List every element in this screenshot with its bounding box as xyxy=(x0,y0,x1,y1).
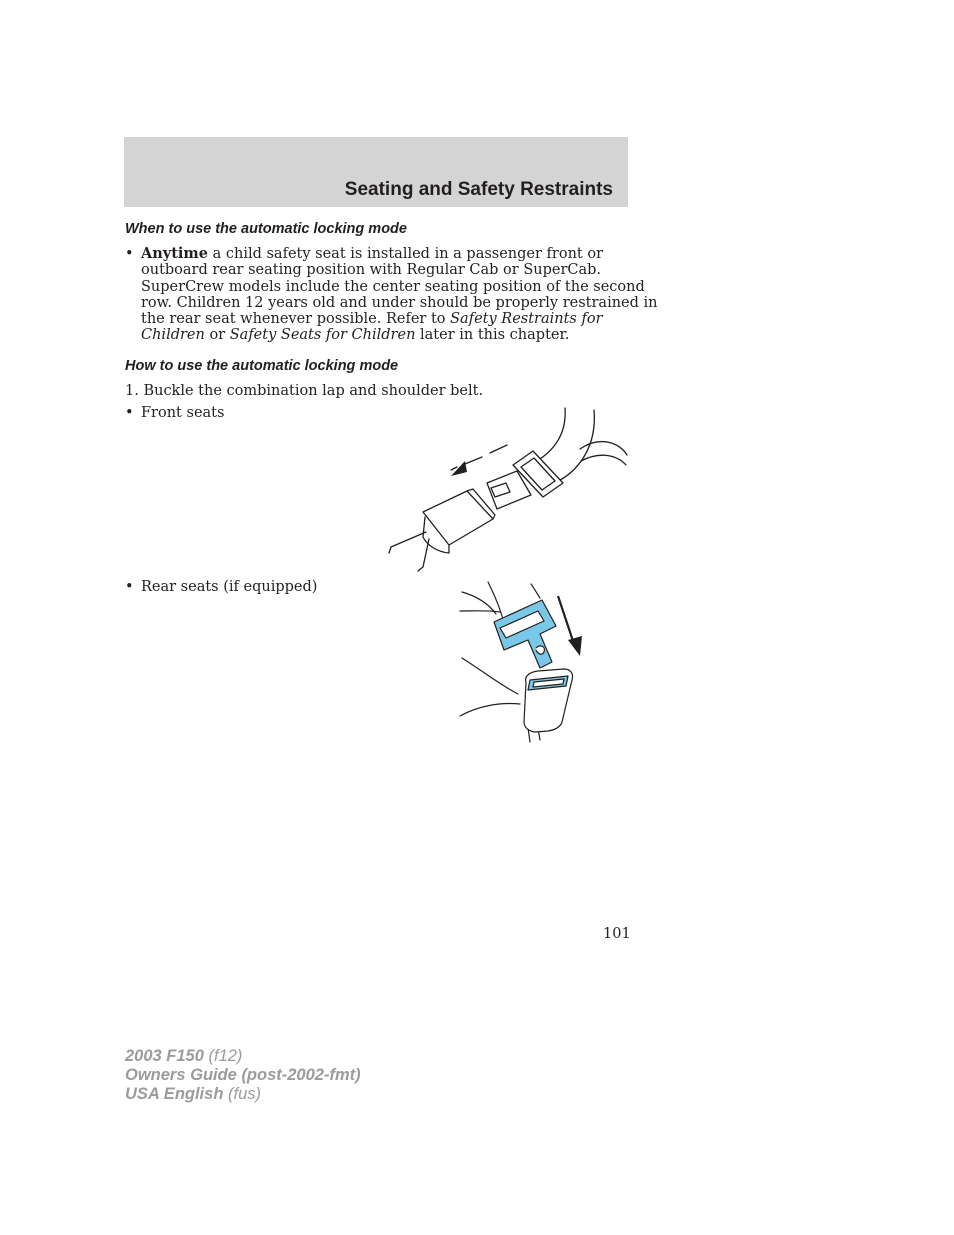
paragraph-line xyxy=(141,246,631,262)
footer-line xyxy=(125,1047,361,1066)
section-header-band xyxy=(124,137,628,207)
paragraph-text: later in this chapter. xyxy=(415,327,570,344)
page-number: 101 xyxy=(603,926,631,942)
paragraph-line xyxy=(141,311,631,327)
rear-seats-label: Rear seats (if equipped) xyxy=(141,579,318,595)
bullet-marker: • xyxy=(125,246,134,262)
bullet-marker: • xyxy=(125,579,134,595)
document-footer xyxy=(125,1047,361,1104)
buckle-housing xyxy=(389,489,495,571)
seat-outline xyxy=(460,611,500,612)
motion-arrow-dash xyxy=(451,445,507,470)
anytime-paragraph xyxy=(141,245,658,344)
paragraph-text: the rear seat whenever possible. Refer to xyxy=(141,311,451,328)
footer-line xyxy=(125,1066,361,1085)
footer-code: (fus) xyxy=(223,1085,261,1103)
latch-plate-tongue xyxy=(487,451,563,509)
section-title: Seating and Safety Restraints xyxy=(344,179,613,200)
cross-reference: Children xyxy=(141,327,205,344)
footer-model: 2003 F150 xyxy=(125,1047,204,1065)
bullet-marker: • xyxy=(125,405,134,421)
paragraph-line: row. Children 12 years old and under should be properly restrained in xyxy=(141,294,658,311)
footer-line xyxy=(125,1085,361,1104)
front-seat-belt-illustration xyxy=(385,405,630,575)
footer-language: USA English xyxy=(125,1085,224,1103)
anytime-term: Anytime xyxy=(141,245,208,262)
paragraph-line: outboard rear seating position with Regular Cab or SuperCab. xyxy=(141,262,602,279)
arrow-down-icon xyxy=(568,636,582,656)
paragraph-text: a child safety seat is installed in a passenger front or xyxy=(208,246,604,262)
seat-outline xyxy=(531,584,540,598)
cross-reference: Safety Restraints for xyxy=(450,311,603,328)
seat-outline xyxy=(462,658,518,694)
paragraph-line: SuperCrew models include the center seating position of the second xyxy=(141,278,645,295)
latch-plate-tongue xyxy=(494,600,556,668)
step-1-text: 1. Buckle the combination lap and shoulder belt. xyxy=(125,383,484,399)
rear-seat-belt-illustration xyxy=(458,578,588,746)
subheading-how-to-use: How to use the automatic locking mode xyxy=(125,358,399,374)
paragraph-text: or xyxy=(204,327,230,344)
pull-direction-arrow-shaft xyxy=(558,596,574,644)
lap-belt-webbing xyxy=(580,442,627,455)
cross-reference: Safety Seats for Children xyxy=(229,327,416,344)
footer-code: (f12) xyxy=(203,1047,243,1065)
shoulder-belt-webbing xyxy=(550,410,594,485)
lap-belt-webbing xyxy=(581,455,626,465)
paragraph-line xyxy=(141,327,631,343)
buckle-housing xyxy=(524,669,573,732)
footer-guide: Owners Guide (post-2002-fmt) xyxy=(125,1066,361,1084)
front-seats-label: Front seats xyxy=(141,405,225,421)
subheading-when-to-use: When to use the automatic locking mode xyxy=(125,221,407,237)
seat-outline xyxy=(460,704,520,717)
